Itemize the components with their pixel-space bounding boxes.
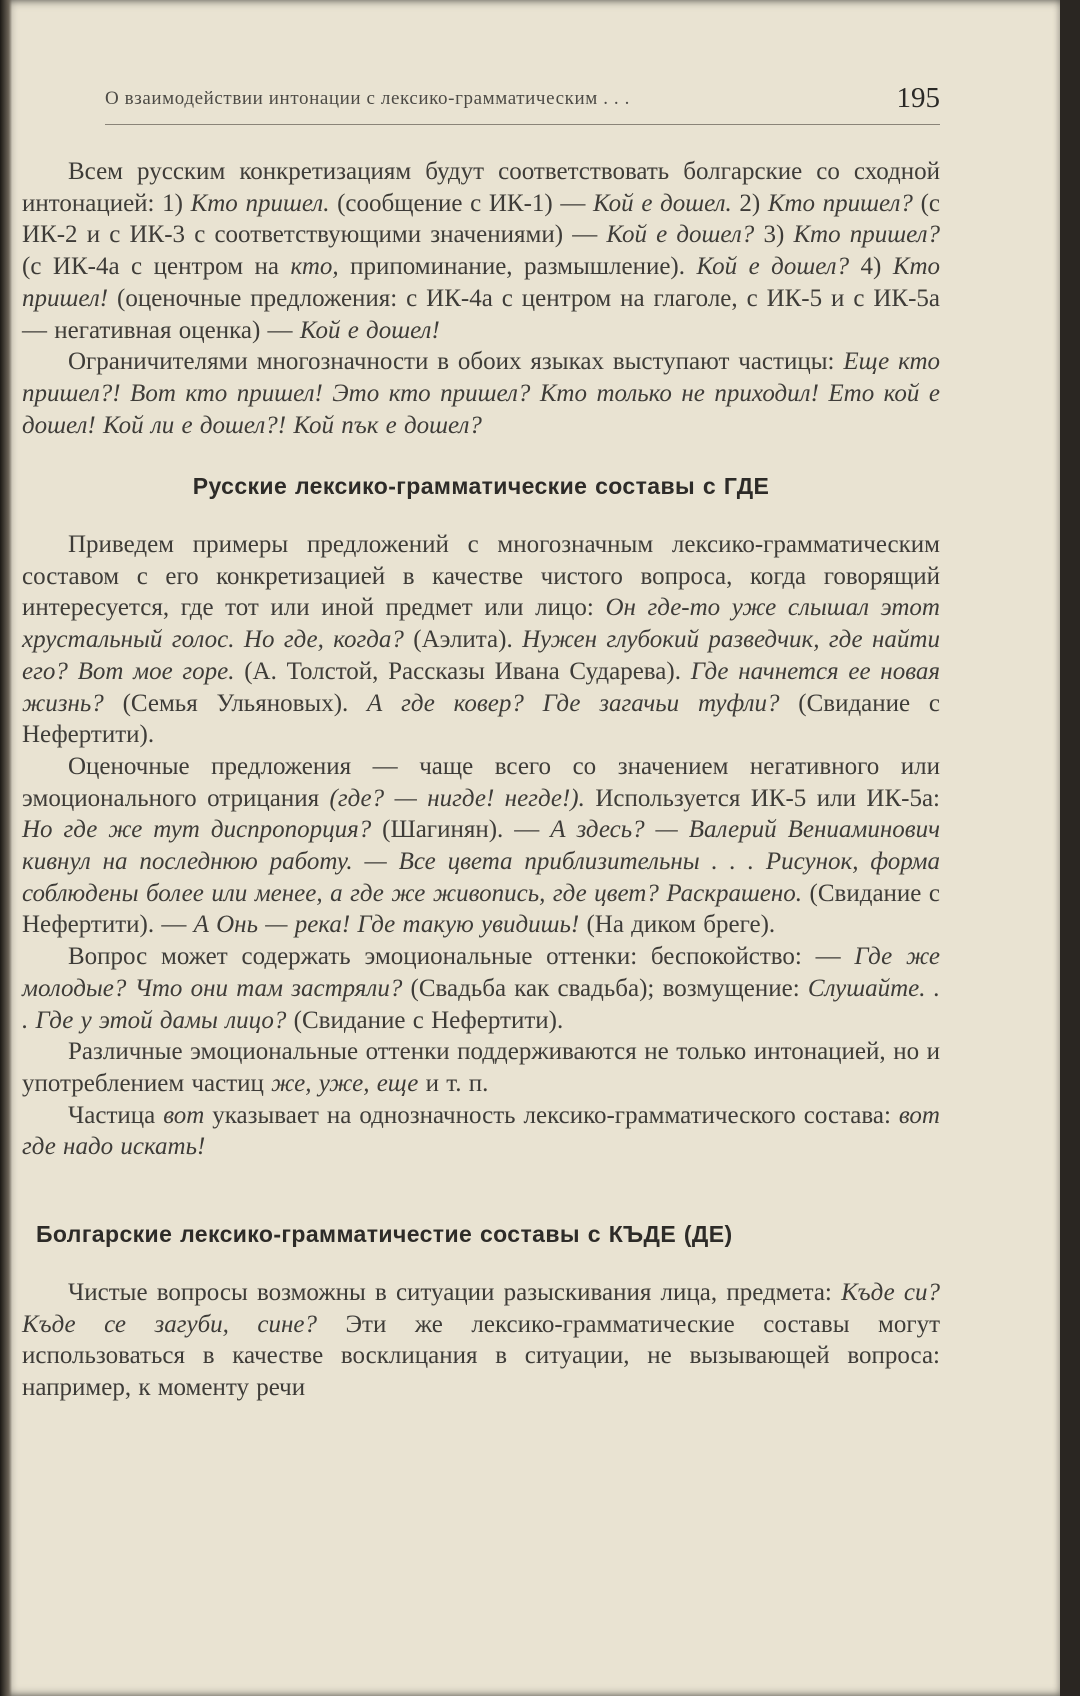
text-run: (На диком бреге). xyxy=(579,911,776,939)
text-run: Вопрос может содержать эмоциональные оттенки: беспокойство: — xyxy=(68,943,855,971)
text-run: 3) xyxy=(754,221,794,249)
text-run: Используется ИК-5 или ИК-5а: xyxy=(584,784,940,812)
text-run: указывает на однозначность лексико-грамматического состава: xyxy=(204,1101,899,1129)
text-run: (Шагинян). — xyxy=(371,816,551,844)
page-spine-shadow xyxy=(0,0,12,1696)
text-run: Ограничителями многозначности в обоих языках выступают частицы: xyxy=(68,348,844,376)
text-run: и т. п. xyxy=(418,1069,489,1097)
text-run: Частица xyxy=(68,1101,164,1129)
italic-example: Где же молодые? Что они там застряли? xyxy=(22,943,940,1002)
text-run: (оценочные предложения: с ИК-4а с центром на глаголе, с ИК-5 и с ИК-5а — негативная оценка) — xyxy=(22,284,940,344)
section-title-gde: Русские лексико-грамматические составы с ГДЕ xyxy=(192,473,770,500)
italic-example: Кой е дошел! xyxy=(299,316,440,344)
italic-example: Кой е дошел? xyxy=(696,253,850,281)
italic-example: Кто пришел! xyxy=(22,253,941,312)
italic-example: Слушайте. . . Где у этой дамы лицо? xyxy=(22,974,940,1034)
paragraph xyxy=(22,751,940,941)
italic-example: Къде си? Къде се загуби, сине? xyxy=(22,1278,940,1338)
italic-example: А здесь? — Валерий Вениаминович кивнул на последнюю работу. — Все цвета приблизительны . . . Рисунок, форма соблюдены более или менее, а где же живопись, где цвет? Раскрашено. xyxy=(22,816,940,907)
text-run: (с ИК-4а с центром на xyxy=(22,253,291,281)
text-run: (Свадьба как свадьба); возмущение: xyxy=(402,974,808,1002)
running-title: О взаимодействии интонации с лексико-грамматическим . . . xyxy=(105,88,630,109)
italic-example: (где? — нигде! негде!). xyxy=(329,784,585,812)
italic-example: Кой е дошел. xyxy=(593,189,732,217)
italic-example: вот xyxy=(163,1101,205,1129)
italic-example: Еще кто пришел?! Вот кто пришел! Это кто пришел? Кто только не приходил! Ето кой е дошел! Кой ли е дошел?! Кой пък е дошел? xyxy=(22,348,940,439)
text-run: (с ИК-2 и с ИК-3 с соответствующими значениями) — xyxy=(22,189,941,249)
italic-example: Кой е дошел? xyxy=(606,221,755,249)
italic-example: Кто пришел? xyxy=(767,189,913,217)
italic-example: вот где надо искать! xyxy=(22,1101,940,1161)
italic-example: А где ковер? Где загачьи туфли? xyxy=(367,689,780,717)
page-body xyxy=(22,156,940,1404)
text-run: (Свидание с Нефертити). xyxy=(286,1006,564,1034)
italic-example: Но где же тут диспропорция? xyxy=(22,816,372,844)
text-run: (Аэлита). xyxy=(403,626,523,654)
text-run: (Свидание с Нефертити). xyxy=(22,689,941,749)
italic-example: же, уже, еще xyxy=(271,1069,419,1097)
text-run: (А. Толстой, Рассказы Ивана Сударева). xyxy=(234,657,691,685)
italic-example: кто, xyxy=(290,253,339,281)
text-run: (сообщение с ИК-1) — xyxy=(329,189,594,217)
italic-example: А Онь — река! Где такую увидишь! xyxy=(193,911,580,939)
paragraph xyxy=(22,156,940,346)
running-header xyxy=(105,84,940,125)
text-run: 2) xyxy=(731,189,768,217)
text-run: 4) xyxy=(849,253,893,281)
text-run: (Семья Ульяновых). xyxy=(103,689,368,717)
text-run: Различные эмоциональные оттенки поддерживаются не только интонацией, но и употреблением частиц xyxy=(22,1038,940,1097)
text-run: (Свидание с Нефертити). — xyxy=(22,879,940,939)
italic-example: Он где-то уже слышал этот хрустальный голос. Но где, когда? xyxy=(22,594,940,654)
paragraph xyxy=(22,529,940,751)
italic-example: Нужен глубокий разведчик, где найти его? Вот мое горе. xyxy=(22,626,940,685)
page-number: 195 xyxy=(896,82,940,114)
paragraph xyxy=(22,1100,940,1163)
text-run: припоминание, размышление). xyxy=(338,253,697,281)
text-run: Приведем примеры предложений с многозначным лексико-грамматическим составом с его конкретизацией в качестве чистого вопроса, когда говорящий интересуется, где тот или иной предмет или лицо: xyxy=(22,531,940,622)
text-run: Всем русским конкретизациям будут соответствовать болгарские со сходной интонацией: 1) xyxy=(22,158,940,217)
italic-example: Где начнется ее новая жизнь? xyxy=(22,657,941,717)
text-run: Эти же лексико-грамматические составы могут использоваться в качестве восклицания в ситуации, не вызывающей вопроса: например, к моменту речи xyxy=(22,1310,940,1401)
paragraph xyxy=(22,1036,940,1099)
paragraph xyxy=(22,1277,940,1404)
text-run: Чистые вопросы возможны в ситуации разыскивания лица, предмета: xyxy=(68,1278,842,1306)
paragraph xyxy=(22,346,940,441)
section-title-kade: Болгарские лексико-грамматичестие составы с КЪДЕ (ДЕ) xyxy=(36,1221,733,1248)
paragraph xyxy=(22,941,940,1036)
italic-example: Кто пришел. xyxy=(190,189,330,217)
italic-example: Кто пришел? xyxy=(793,221,941,249)
text-run: Оценочные предложения — чаще всего со значением негативного или эмоционального отрицания xyxy=(22,752,940,812)
